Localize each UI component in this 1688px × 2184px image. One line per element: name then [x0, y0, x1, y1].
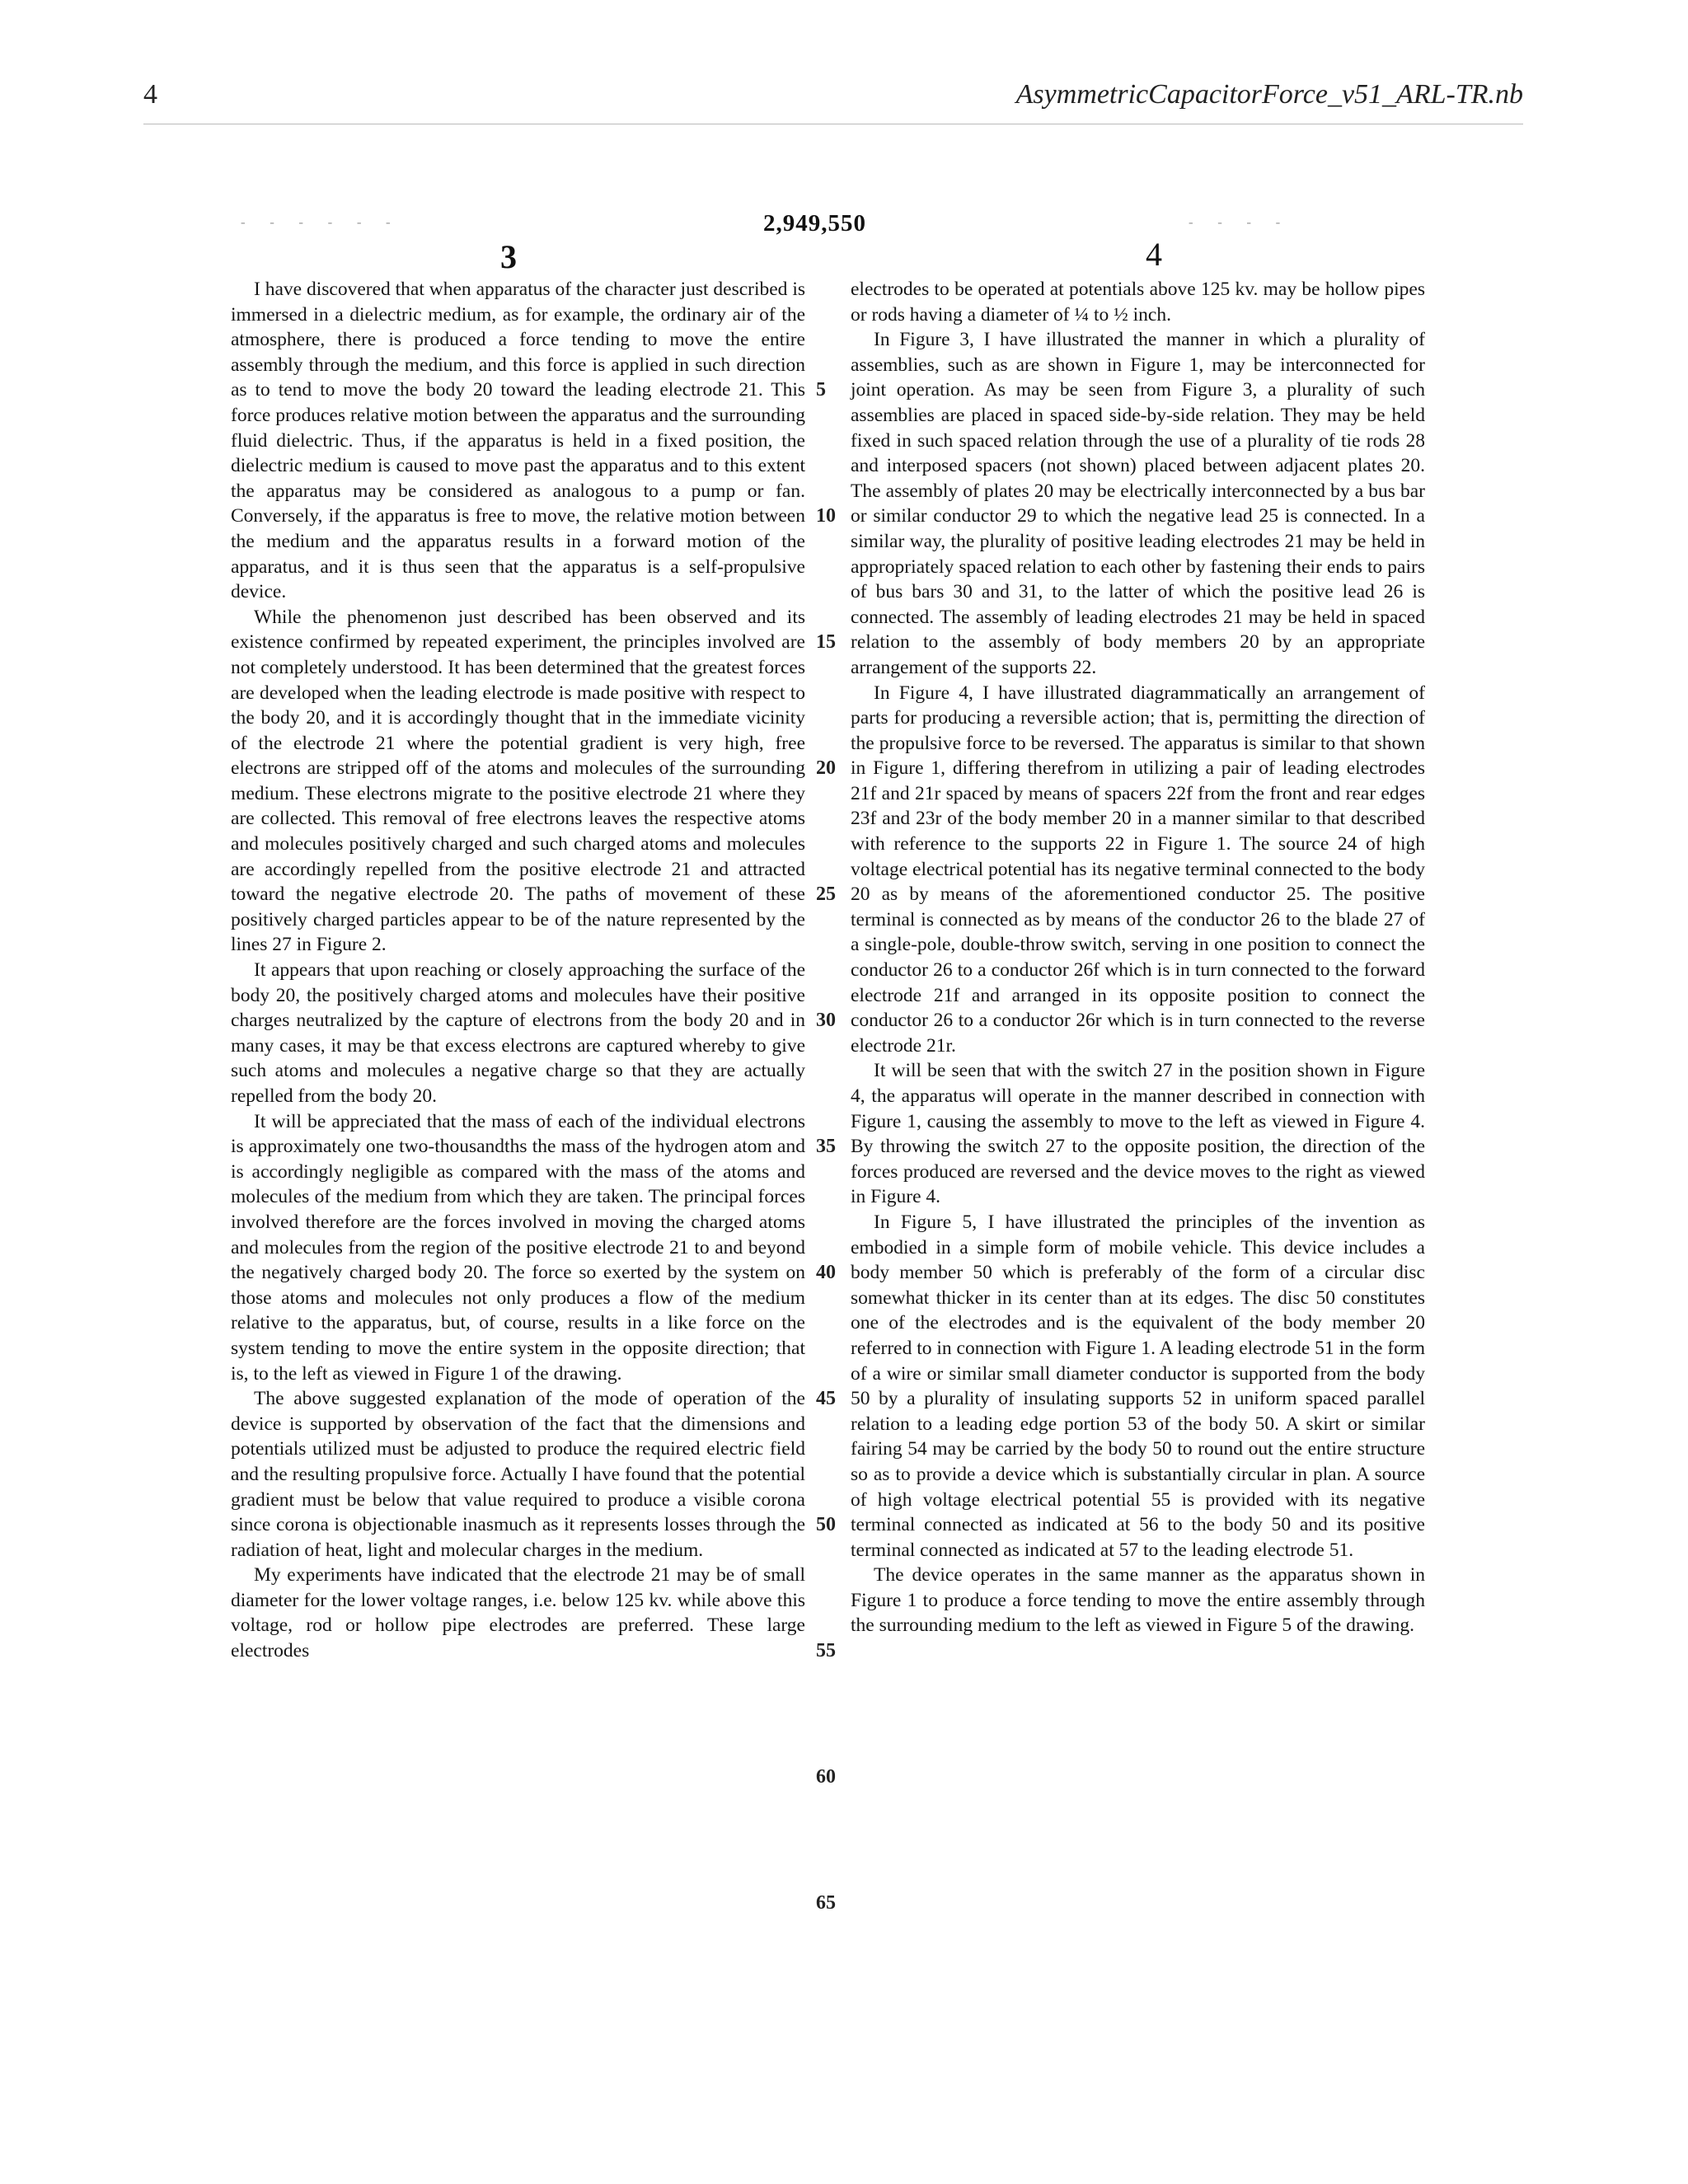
line-number: 45 [816, 1388, 836, 1409]
line-number: 25 [816, 883, 836, 905]
notebook-title: AsymmetricCapacitorForce_v51_ARL-TR.nb [1015, 79, 1523, 110]
paragraph: In Figure 3, I have illustrated the manner in which a plurality of assemblies, such as are shown in Figure 1, may be interconnected for joint operation. As may be seen from Figure 3, a plurality of such assemblies are placed in spaced side-by-side relation. They may be held fixed in such spaced relation through the use of a plurality of tie rods 28 and interposed spacers (not shown) placed between adjacent plates 20. The assembly of plates 20 may be electrically interconnected by a bus bar or similar conductor 29 to which the negative lead 25 is connected. In a similar way, the plurality of positive leading electrodes 21 may be held in appropriately spaced relation to each other by fastening their ends to pairs of bus bars 30 and 31, to the latter of which the positive lead 26 is connected. The assembly of leading electrodes 21 may be held in spaced relation to the assembly of body members 20 by an appropriate arrangement of the supports 22. [851, 329, 1425, 678]
line-number: 50 [816, 1514, 836, 1535]
paragraph: My experiments have indicated that the electrode 21 may be of small diameter for the lower voltage ranges, i.e. below 125 kv. while above this voltage, rod or hollow pipe electrodes are preferred. These large electrodes [231, 1564, 805, 1662]
scan-noise: - - - - [1187, 216, 1289, 231]
scan-noise: - - - - - - [239, 216, 399, 231]
left-text-column [231, 277, 805, 1993]
paragraph: In Figure 5, I have illustrated the principles of the invention as embodied in a simple form of mobile vehicle. This device includes a body member 50 which is preferably of the form of a circular disc somewhat thicker in its center than at its edges. The disc 50 constitutes one of the electrodes and is the equivalent of the body member 20 referred to in connection with Figure 1. A leading electrode 51 in the form of a wire or similar small diameter conductor is supported from the body 50 by a plurality of insulating supports 52 in uniform spaced parallel relation to a leading edge portion 53 of the body 50. A skirt or similar fairing 54 may be carried by the body 50 to round out the entire structure so as to provide a device which is substantially circular in plan. A source of high voltage electrical potential 55 is provided with its negative terminal connected as indicated at 56 to the body 50 and its positive terminal connected as indicated at 57 to the leading electrode 51. [851, 1211, 1425, 1561]
paragraph: It will be seen that with the switch 27 in the position shown in Figure 4, the apparatus will operate in the manner described in connection with Figure 1, causing the assembly to move to the left as viewed in Figure 4. By throwing the switch 27 to the opposite position, the direction of the forces produced are reversed and the device moves to the right as viewed in Figure 4. [851, 1060, 1425, 1208]
line-number: 65 [816, 1892, 836, 1914]
line-number: 15 [816, 631, 836, 653]
paragraph: It will be appreciated that the mass of each of the individual electrons is approximately one two-thousandths the mass of the hydrogen atom and is accordingly negligible as compared with the mass of the atoms and molecules of the medium from which they are taken. The principal forces involved therefore are the forces involved in moving the charged atoms and molecules from the region of the positive electrode 21 to and beyond the negatively charged body 20. The force so exerted by the system on those atoms and molecules not only produces a flow of the medium relative to the apparatus, but, of course, results in a like force on the system tending to move the entire system in the opposite direction; that is, to the left as viewed in Figure 1 of the drawing. [231, 1110, 805, 1385]
line-number: 60 [816, 1766, 836, 1788]
notebook-page-number: 4 [143, 79, 157, 110]
paragraph: The above suggested explanation of the mode of operation of the device is supported by observation of the fact that the dimensions and potentials utilized must be adjusted to produce the required electric field and the resulting propulsive force. Actually I have found that the potential gradient must be below that value required to produce a visible corona since corona is objectionable inasmuch as it represents losses through the radiation of heat, light and molecular charges in the medium. [231, 1388, 805, 1561]
paragraph: The device operates in the same manner as the apparatus shown in Figure 1 to produce a force tending to move the entire assembly through the surrounding medium to the left as viewed in Figure 5 of the drawing. [851, 1564, 1425, 1637]
column-number-right: 4 [1146, 236, 1162, 273]
right-text-column [851, 277, 1425, 1638]
line-number: 35 [816, 1136, 836, 1157]
line-number: 10 [816, 505, 836, 527]
paragraph: I have discovered that when apparatus of the character just described is immersed in a dielectric medium, as for example, the ordinary air of the atmosphere, there is produced a force tending to move the entire assembly through the medium, and this force is applied in such direction as to tend to move the body 20 toward the leading electrode 21. This force produces relative motion between the apparatus and the surrounding fluid dielectric. Thus, if the apparatus is held in a fixed position, the dielectric medium is caused to move past the apparatus and to this extent the apparatus may be considered as analogous to a pump or fan. Conversely, if the apparatus is free to move, the relative motion between the medium and the apparatus results in a forward motion of the apparatus, and it is thus seen that the apparatus is a self-propulsive device. [231, 279, 805, 603]
paragraph: In Figure 4, I have illustrated diagrammatically an arrangement of parts for producing a reversible action; that is, permitting the direction of the propulsive force to be reversed. The apparatus is similar to that shown in Figure 1, differing therefrom in utilizing a pair of leading electrodes 21f and 21r spaced by means of spacers 22f from the front and rear edges 23f and 23r of the body member 20 in a manner similar to that described with reference to the supports 22 in Figure 1. The source 24 of high voltage electrical potential has its negative terminal connected to the body 20 as by means of the aforementioned conductor 25. The positive terminal is connected as by means of the conductor 26 to the blade 27 of a single-pole, double-throw switch, serving in one position to connect the conductor 26 to a conductor 26f which is in turn connected to the forward electrode 21f and arranged in its opposite position to connect the conductor 26 to a conductor 26r which is in turn connected to the reverse electrode 21r. [851, 682, 1425, 1057]
line-number: 20 [816, 757, 836, 779]
column-number-left: 3 [500, 238, 517, 275]
patent-number: 2,949,550 [763, 210, 866, 237]
line-number: 40 [816, 1262, 836, 1283]
paragraph: It appears that upon reaching or closely approaching the surface of the body 20, the positively charged atoms and molecules have their positive charges neutralized by the capture of electrons from the body 20 and in many cases, it may be that excess electrons are captured whereby to give such atoms and molecules a negative charge so that they are actually repelled from the body 20. [231, 959, 805, 1107]
line-number: 55 [816, 1640, 836, 1661]
paragraph: electrodes to be operated at potentials above 125 kv. may be hollow pipes or rods having a diameter of ¼ to ½ inch. [851, 279, 1425, 326]
line-number: 5 [816, 379, 826, 401]
line-number: 30 [816, 1010, 836, 1031]
paragraph: While the phenomenon just described has been observed and its existence confirmed by repeated experiment, the principles involved are not completely understood. It has been determined that the greatest forces are developed when the leading electrode is made positive with respect to the body 20, and it is accordingly thought that in the immediate vicinity of the electrode 21 where the potential gradient is very high, free electrons are stripped off of the atoms and molecules of the surrounding medium. These electrons migrate to the positive electrode 21 where they are collected. This removal of free electrons leaves the respective atoms and molecules positively charged and such charged atoms and molecules are accordingly repelled from the positive electrode 21 and attracted toward the negative electrode 20. The paths of movement of these positively charged particles appear to be of the nature represented by the lines 27 in Figure 2. [231, 606, 805, 956]
